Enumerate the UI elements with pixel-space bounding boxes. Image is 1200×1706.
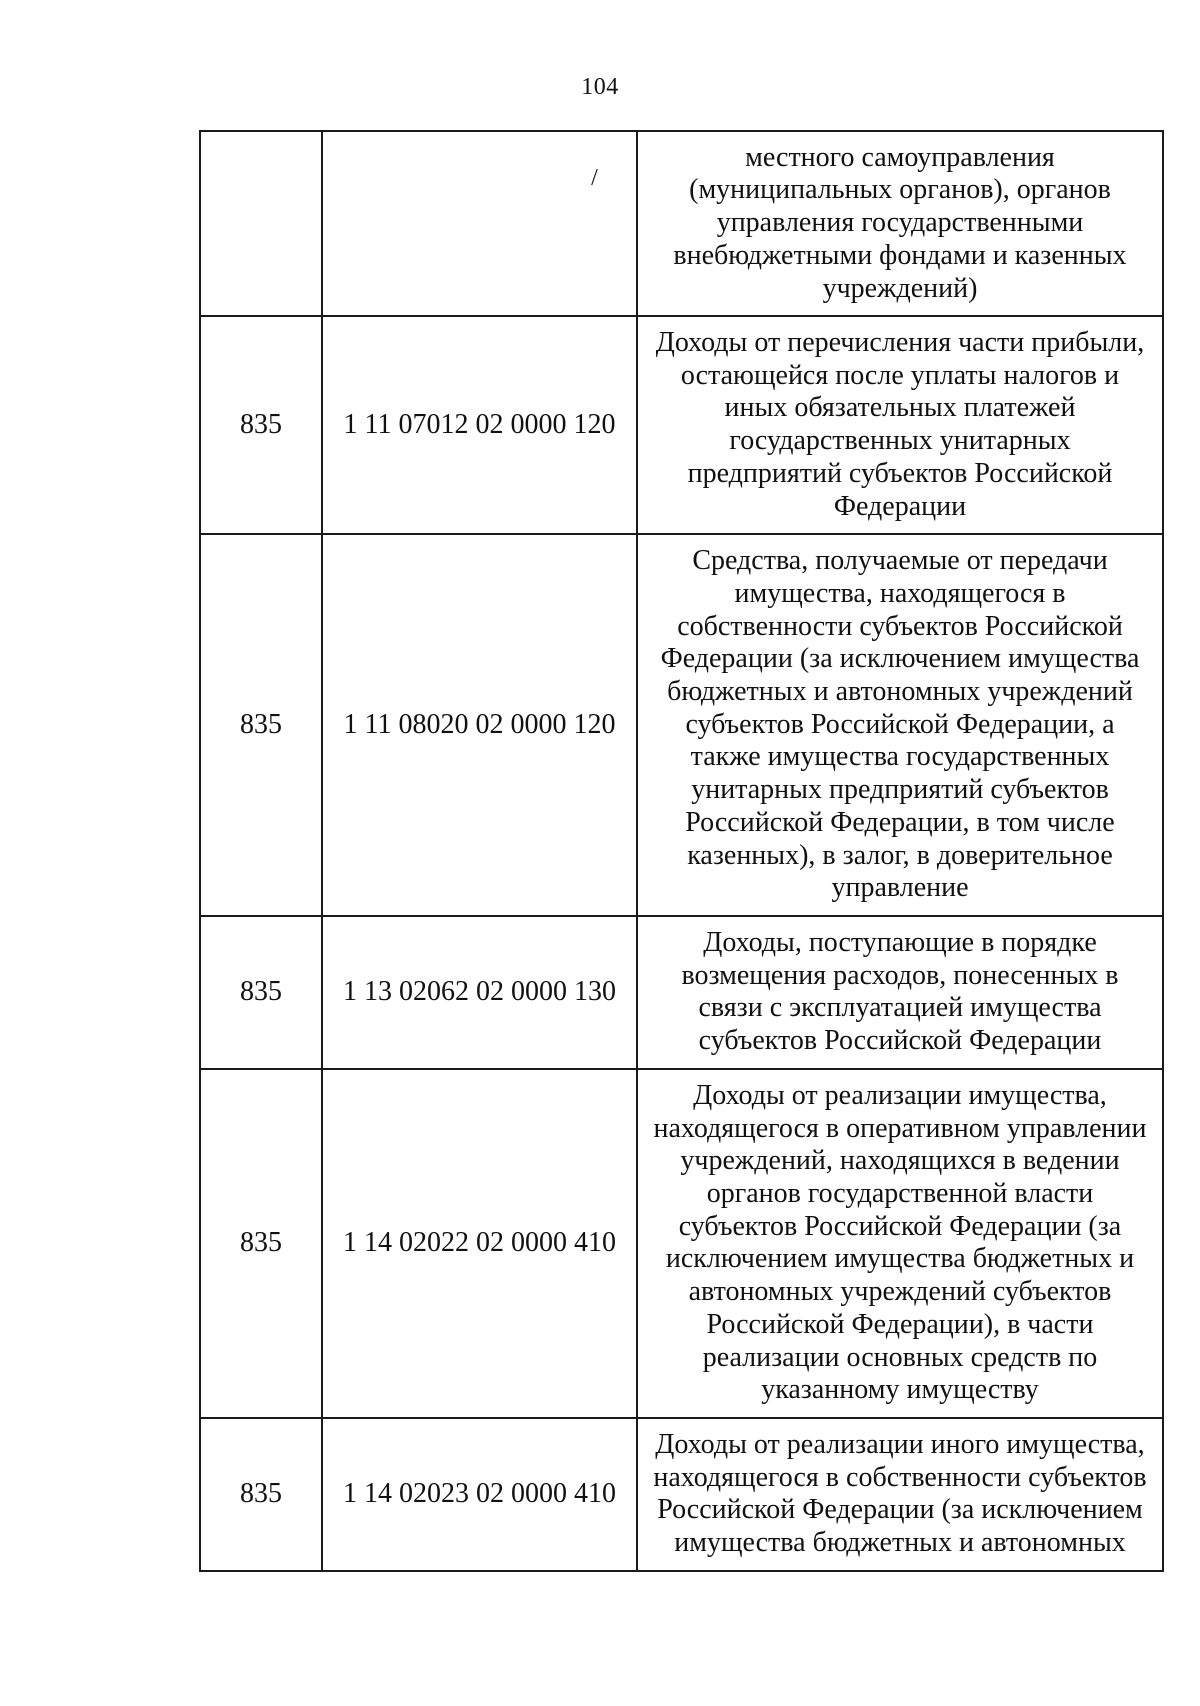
description-text: [642, 142, 1158, 306]
description-line: (муниципальных органов), органов: [689, 174, 1111, 206]
description-line: находящегося в собственности субъектов: [653, 1461, 1147, 1493]
table-row: [200, 534, 1163, 916]
description-line: учреждений): [822, 272, 978, 304]
description-line: находящегося в оперативном управлении: [653, 1112, 1147, 1144]
admin-code-cell: 835: [200, 1069, 322, 1418]
description-cell: [637, 534, 1163, 916]
admin-code-cell: 835: [200, 1418, 322, 1571]
budget-code-cell: 1 11 08020 02 0000 120: [322, 534, 637, 916]
description-line: субъектов Российской Федерации: [698, 1025, 1102, 1057]
budget-code-cell: [322, 131, 637, 316]
table-row: [200, 316, 1163, 534]
description-text: [642, 927, 1158, 1058]
stray-mark: /: [591, 164, 598, 191]
description-line: субъектов Российской Федерации, а: [685, 708, 1115, 740]
description-line: автономных учреждений субъектов: [688, 1276, 1112, 1308]
description-line: учреждений, находящихся в ведении: [680, 1145, 1120, 1177]
budget-code-cell: 1 14 02023 02 0000 410: [322, 1418, 637, 1571]
description-line: Федерации (за исключением имущества: [660, 643, 1140, 675]
budget-code-cell: 1 11 07012 02 0000 120: [322, 316, 637, 534]
budget-code-cell: 1 14 02022 02 0000 410: [322, 1069, 637, 1418]
description-line: управление: [831, 872, 969, 904]
revenue-code-table: [199, 130, 1164, 1572]
description-line: связи с эксплуатацией имущества: [698, 992, 1102, 1024]
description-line: остающейся после уплаты налогов и: [680, 359, 1120, 391]
table-row: [200, 131, 1163, 316]
description-text: [642, 545, 1158, 905]
description-line: управления государственными: [716, 207, 1084, 239]
description-text: [642, 1429, 1158, 1560]
description-cell: [637, 316, 1163, 534]
description-line: собственности субъектов Российской: [677, 610, 1123, 642]
admin-code-cell: [200, 131, 322, 316]
description-cell: [637, 131, 1163, 316]
table-row: [200, 916, 1163, 1069]
description-text: [642, 327, 1158, 523]
description-line: казенных), в залог, в доверительное: [687, 839, 1113, 871]
table-row: [200, 1069, 1163, 1418]
description-cell: [637, 1069, 1163, 1418]
description-line: указанному имуществу: [761, 1374, 1039, 1406]
description-line: Доходы от реализации имущества,: [693, 1079, 1107, 1111]
description-line: Доходы от реализации иного имущества,: [655, 1429, 1145, 1461]
description-cell: [637, 916, 1163, 1069]
admin-code-cell: 835: [200, 916, 322, 1069]
admin-code-cell: 835: [200, 316, 322, 534]
description-line: Доходы от перечисления части прибыли,: [655, 327, 1145, 358]
description-line: иных обязательных платежей: [724, 392, 1076, 424]
table-row: [200, 1418, 1163, 1571]
description-line: имущества бюджетных и автономных: [674, 1527, 1126, 1559]
description-line: местного самоуправления: [745, 141, 1055, 173]
description-line: имущества, находящегося в: [734, 577, 1066, 609]
description-line: возмещения расходов, понесенных в: [681, 959, 1119, 991]
description-line: бюджетных и автономных учреждений: [667, 676, 1133, 708]
description-line: Российской Федерации), в части: [706, 1308, 1094, 1340]
description-line: предприятий субъектов Российской: [687, 457, 1113, 489]
description-line: Доходы, поступающие в порядке: [703, 927, 1097, 959]
budget-code-cell: 1 13 02062 02 0000 130: [322, 916, 637, 1069]
description-text: [642, 1080, 1158, 1407]
description-line: унитарных предприятий субъектов: [691, 774, 1109, 806]
description-line: Российской Федерации, в том числе: [685, 806, 1115, 838]
description-line: Российской Федерации (за исключением: [657, 1494, 1143, 1526]
description-line: государственных унитарных: [729, 425, 1071, 457]
description-line: субъектов Российской Федерации (за: [678, 1210, 1122, 1242]
description-line: органов государственной власти: [706, 1178, 1094, 1210]
description-line: реализации основных средств по: [702, 1341, 1098, 1373]
page-number: 104: [581, 74, 619, 100]
description-cell: [637, 1418, 1163, 1571]
admin-code-cell: 835: [200, 534, 322, 916]
description-line: исключением имущества бюджетных и: [665, 1243, 1135, 1275]
description-line: также имущества государственных: [690, 741, 1110, 773]
description-line: внебюджетными фондами и казенных: [673, 239, 1127, 271]
description-line: Федерации: [833, 490, 967, 522]
description-line: Средства, получаемые от передачи: [692, 545, 1108, 577]
